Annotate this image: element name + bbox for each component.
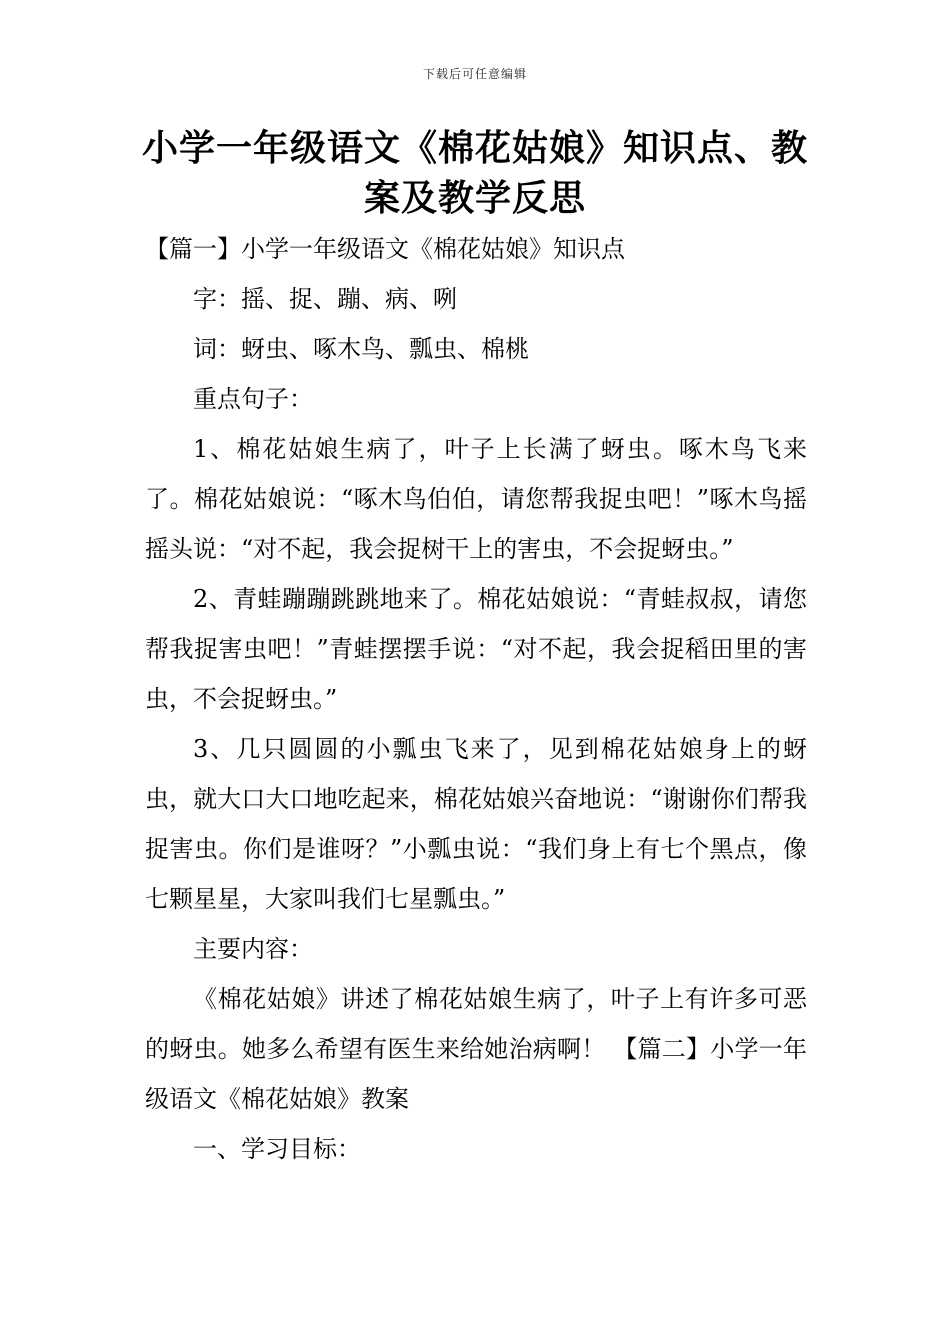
header-note: 下载后可任意编辑	[422, 67, 527, 81]
sentence-1: 1、棉花姑娘生病了，叶子上长满了蚜虫。啄木鸟飞来了。棉花姑娘说：“啄木鸟伯伯，请您帮我捉虫吧！”啄木鸟摇摇头说：“对不起，我会捉树干上的害虫，不会捉蚜虫。”	[145, 435, 807, 563]
words-line: 词：蚜虫、啄木鸟、瓢虫、棉桃	[193, 335, 529, 363]
document-title: 小学一年级语文《棉花姑娘》知识点、教案及教学反思	[141, 128, 808, 219]
characters-line: 字：摇、捉、蹦、病、咧	[193, 285, 457, 313]
document-body	[145, 224, 807, 1174]
section-heading-1: 【篇一】小学一年级语文《棉花姑娘》知识点	[145, 235, 625, 263]
main-content-heading: 主要内容：	[193, 935, 313, 963]
main-content-paragraph: 《棉花姑娘》讲述了棉花姑娘生病了，叶子上有许多可恶的蚜虫。她多么希望有医生来给她治病啊！ 【篇二】小学一年级语文《棉花姑娘》教案	[145, 985, 807, 1113]
sentence-3: 3、几只圆圆的小瓢虫飞来了，见到棉花姑娘身上的蚜虫，就大口大口地吃起来，棉花姑娘兴奋地说：“谢谢你们帮我捉害虫。你们是谁呀？”小瓢虫说：“我们身上有七个黑点，像七颗星星，大家叫我们七星瓢虫。”	[145, 735, 807, 913]
sentence-2: 2、青蛙蹦蹦跳跳地来了。棉花姑娘说：“青蛙叔叔，请您帮我捉害虫吧！”青蛙摆摆手说：“对不起，我会捉稻田里的害虫，不会捉蚜虫。”	[145, 585, 807, 713]
learning-goals-heading: 一、学习目标：	[193, 1135, 361, 1163]
key-sentences-heading: 重点句子：	[193, 385, 313, 413]
